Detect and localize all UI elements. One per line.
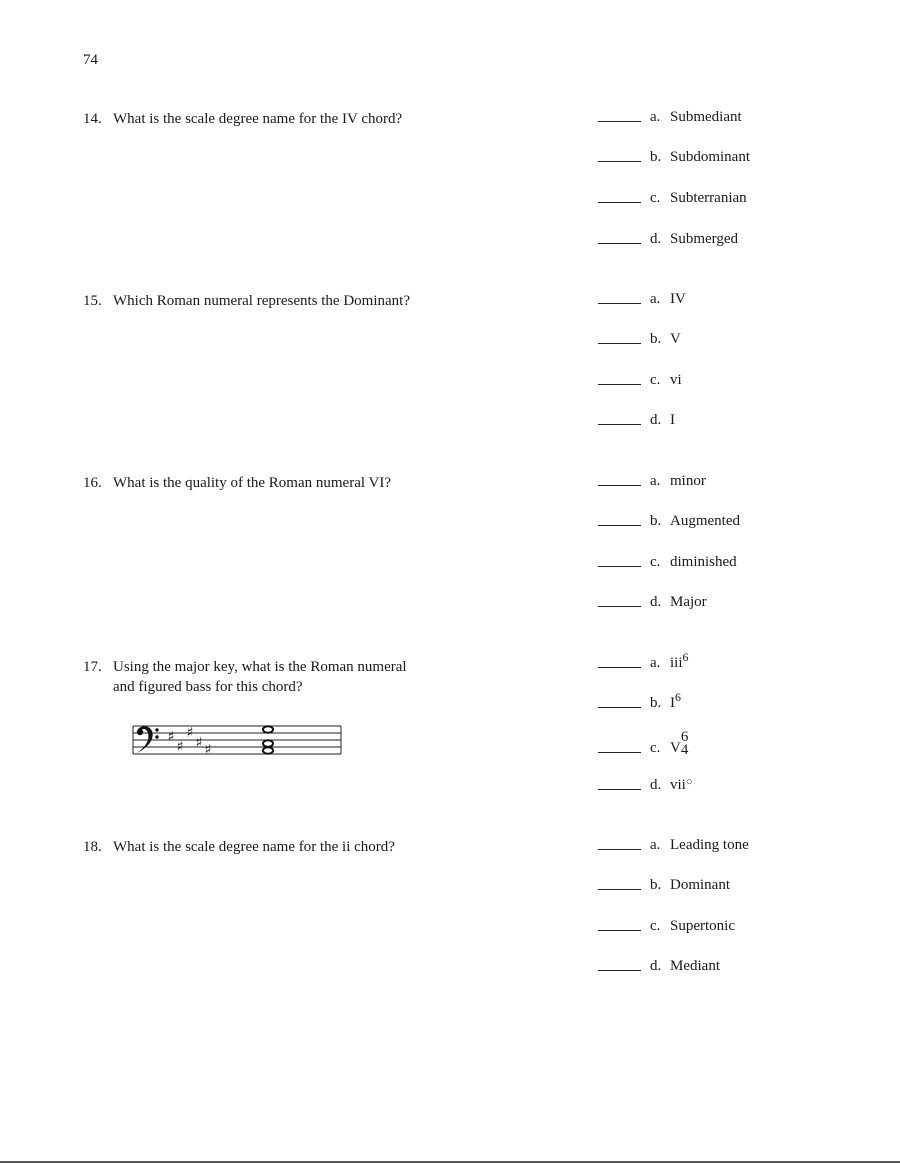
answer-blank[interactable]	[598, 525, 641, 526]
staff-lines	[133, 726, 341, 754]
answer-blank[interactable]	[598, 970, 641, 971]
question-18	[83, 839, 395, 856]
question-number: 14.	[83, 111, 102, 127]
choice-18a[interactable]: a. Leading tone	[598, 834, 749, 854]
answer-blank[interactable]	[598, 606, 641, 607]
question-15	[83, 293, 410, 310]
answer-blank[interactable]	[598, 752, 641, 753]
roman-numeral: V	[670, 740, 681, 756]
bass-staff-figure	[130, 716, 344, 764]
question-number: 18.	[83, 839, 102, 855]
roman-numeral: vii	[670, 777, 686, 793]
choice-text: Major	[670, 594, 707, 610]
answer-blank[interactable]	[598, 566, 641, 567]
question-text: Using the major key, what is the Roman numeral	[113, 659, 407, 675]
choice-14b[interactable]: b. Subdominant	[598, 146, 750, 166]
choice-text: Subdominant	[670, 149, 751, 165]
choice-18c[interactable]: c. Supertonic	[598, 915, 735, 935]
choice-text: minor	[670, 473, 706, 489]
choice-17b[interactable]: b. I 6	[598, 692, 681, 712]
choice-text: V	[670, 331, 681, 347]
choice-text: Subterranian	[670, 190, 747, 206]
answer-blank[interactable]	[598, 485, 641, 486]
choice-15c[interactable]: c. vi	[598, 369, 682, 389]
page-number: 74	[83, 52, 98, 68]
key-signature-sharps	[168, 725, 212, 758]
choice-16a[interactable]: a. minor	[598, 470, 706, 490]
choice-17d[interactable]: d. vii ○	[598, 774, 693, 794]
choice-text: Dominant	[670, 877, 730, 893]
choice-text: Supertonic	[670, 918, 735, 934]
choice-17c[interactable]: c. V 6 4	[598, 737, 688, 757]
figured-bass: 6	[682, 650, 689, 664]
svg-text:♯: ♯	[195, 735, 203, 751]
answer-blank[interactable]	[598, 343, 641, 344]
question-17	[83, 657, 407, 697]
svg-text:♯: ♯	[167, 729, 175, 745]
roman-numeral: iii	[670, 655, 683, 671]
page-bottom-border	[0, 1161, 900, 1163]
answer-blank[interactable]	[598, 930, 641, 931]
answer-blank[interactable]	[598, 384, 641, 385]
choice-15d[interactable]: d. I	[598, 409, 675, 429]
answer-blank[interactable]	[598, 889, 641, 890]
answer-blank[interactable]	[598, 849, 641, 850]
choice-text: Mediant	[670, 958, 720, 974]
choice-text: Submerged	[670, 231, 739, 247]
svg-text:♯: ♯	[176, 739, 184, 755]
choice-text: Augmented	[670, 513, 740, 529]
svg-text:♯: ♯	[204, 742, 212, 758]
figured-bass: 6	[675, 690, 681, 704]
answer-blank[interactable]	[598, 161, 641, 162]
choice-18b[interactable]: b. Dominant	[598, 874, 730, 894]
choice-text: Submediant	[670, 109, 742, 125]
answer-blank[interactable]	[598, 202, 641, 203]
svg-text:♯: ♯	[186, 725, 194, 741]
diminished-symbol: ○	[685, 776, 693, 788]
question-16	[83, 475, 391, 492]
choice-16d[interactable]: d. Major	[598, 591, 707, 611]
choice-18d[interactable]: d. Mediant	[598, 955, 720, 975]
choice-17a[interactable]: a. iii 6	[598, 652, 689, 672]
answer-blank[interactable]	[598, 243, 641, 244]
choice-14c[interactable]: c. Subterranian	[598, 187, 747, 207]
choice-16b[interactable]: b. Augmented	[598, 510, 740, 530]
question-text: What is the scale degree name for the ii chord?	[113, 839, 395, 855]
choice-16c[interactable]: c. diminished	[598, 551, 737, 571]
choice-14d[interactable]: d. Submerged	[598, 228, 738, 248]
answer-blank[interactable]	[598, 424, 641, 425]
answer-blank[interactable]	[598, 707, 641, 708]
question-number: 16.	[83, 475, 102, 491]
choice-15b[interactable]: b. V	[598, 328, 681, 348]
question-14	[83, 111, 402, 128]
answer-blank[interactable]	[598, 121, 641, 122]
choice-text: Leading tone	[670, 837, 749, 853]
answer-blank[interactable]	[598, 789, 641, 790]
question-number: 17.	[83, 659, 102, 675]
choice-15a[interactable]: a. IV	[598, 288, 686, 308]
choice-14a[interactable]: a. Submediant	[598, 106, 742, 126]
answer-blank[interactable]	[598, 303, 641, 304]
choice-text: IV	[670, 291, 686, 307]
figured-bass: 6 4	[680, 729, 689, 758]
roman-numeral: I	[670, 695, 675, 711]
choice-text: I	[670, 412, 675, 428]
answer-blank[interactable]	[598, 667, 641, 668]
choice-text: diminished	[670, 554, 737, 570]
chord-notes	[263, 726, 273, 754]
question-number: 15.	[83, 293, 102, 309]
question-text: Which Roman numeral represents the Dominant?	[113, 293, 410, 309]
question-text: What is the quality of the Roman numeral VI?	[113, 475, 391, 491]
question-text: What is the scale degree name for the IV chord?	[113, 111, 403, 127]
question-text-continued: and figured bass for this chord?	[113, 679, 303, 695]
choice-text: vi	[670, 372, 682, 388]
